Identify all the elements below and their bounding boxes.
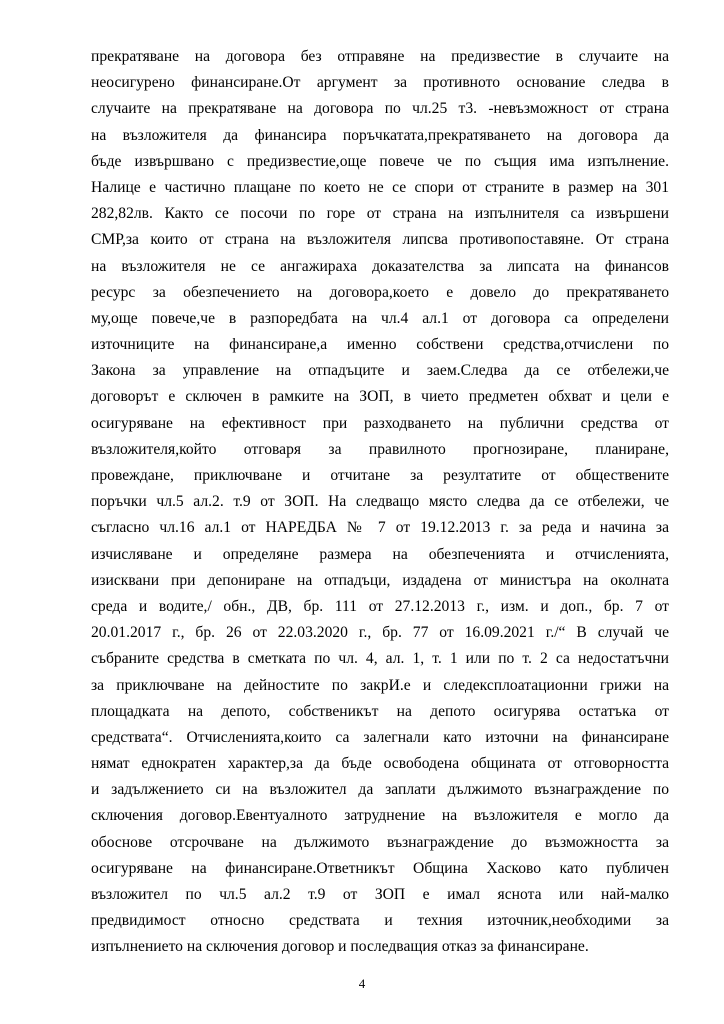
text-line: възложител по чл.5 ал.2 т.9 от ЗОП е имал яснота или най-малко [91,886,669,903]
text-line: предвидимост относно средствата и техния източник,необходими за [91,912,669,930]
text-line: неосигурено финансиране.От аргумент за противното основание следва в [91,74,669,92]
text-line: източниците на финансиране,а именно собствени средства,отчислени по [91,336,669,354]
text-line: случаите на прекратяване на договора по чл.25 т3. -невъзможност от страна [91,100,669,118]
text-line: нямат еднократен характер,за да бъде освободена общината от отговорността [91,755,669,773]
text-line: събраните средства в сметката по чл. 4, ал. 1, т. 1 или по т. 2 са недостатъчни [91,650,669,668]
text-line: изпълнението на сключения договор и последващия отказ за финансиране. [91,938,589,956]
text-line: и задължението си на възложител да заплати дължимото възнаграждение по [91,781,669,799]
body-text [91,44,669,961]
text-line: среда и водите,/ обн., ДВ, бр. 111 от 27.12.2013 г., изм. и доп., бр. 7 от [91,597,669,615]
text-line: на възложителя да финансира поръчкатата,прекратяването на договора да [91,126,669,144]
text-line: площадката на депото, собственикът на депото осигурява остатъка от [91,702,669,720]
text-line: СМР,за които от страна на възложителя липсва противопоставяне. От страна [91,231,669,249]
text-line: сключения договор.Евентуалното затруднение на възложителя е могло да [91,807,669,825]
text-line: поръчки чл.5 ал.2. т.9 от ЗОП. На следващо място следва да се отбележи, че [91,493,669,511]
text-line: договорът е сключен в рамките на ЗОП, в чието предметен обхват и цели е [91,388,669,406]
text-line: за приключване на дейностите по закрИ.е и следексплоатационни грижи на [91,676,669,694]
text-line: 20.01.2017 г., бр. 26 от 22.03.2020 г., бр. 77 от 16.09.2021 г./“ В случай че [91,624,669,642]
text-line: изчисляване и определяне размера на обезпеченията и отчисленията, [91,545,669,563]
text-line: средствата“. Отчисленията,които са залегнали като източни на финансиране [91,728,669,746]
text-line: ресурс за обезпечението на договора,което е довело до прекратяването [91,283,669,301]
text-line: обоснове отсрочване на дължимото възнаграждение до възможността за [91,833,669,851]
text-line: осигуряване на финансиране.Ответникът Община Хасково като публичен [91,859,669,877]
text-line: изисквани при депониране на отпадъци, издадена от министъра на околната [91,571,669,589]
text-line: бъде извършвано с предизвестие,още повече че по същия има изпълнение. [91,152,669,170]
text-line: Закона за управление на отпадъците и заем.Следва да се отбележи,че [91,362,669,380]
text-line: му,още повече,че в разпоредбата на чл.4 ал.1 от договора са определени [91,309,669,327]
text-line: на възложителя не се ангажираха доказателства за липсата на финансов [91,257,669,275]
text-line: възложителя,който отговаря за правилното прогнозиране, планиране, [91,440,669,458]
page-number: 4 [358,976,366,991]
text-line: провеждане, приключване и отчитане за резултатите от обществените [91,467,669,484]
text-line: Налице е частично плащане по което не се спори от страните в размер на 301 [91,178,669,196]
text-line: прекратяване на договора без отправяне на предизвестие в случаите на [91,48,669,65]
text-line: 282,82лв. Както се посочи по горе от страна на изпълнителя са извършени [91,205,669,223]
text-line: осигуряване на ефективност при разходването на публични средства от [91,414,669,432]
text-line: съгласно чл.16 ал.1 от НАРЕДБА № 7 от 19.12.2013 г. за реда и начина за [91,519,669,537]
